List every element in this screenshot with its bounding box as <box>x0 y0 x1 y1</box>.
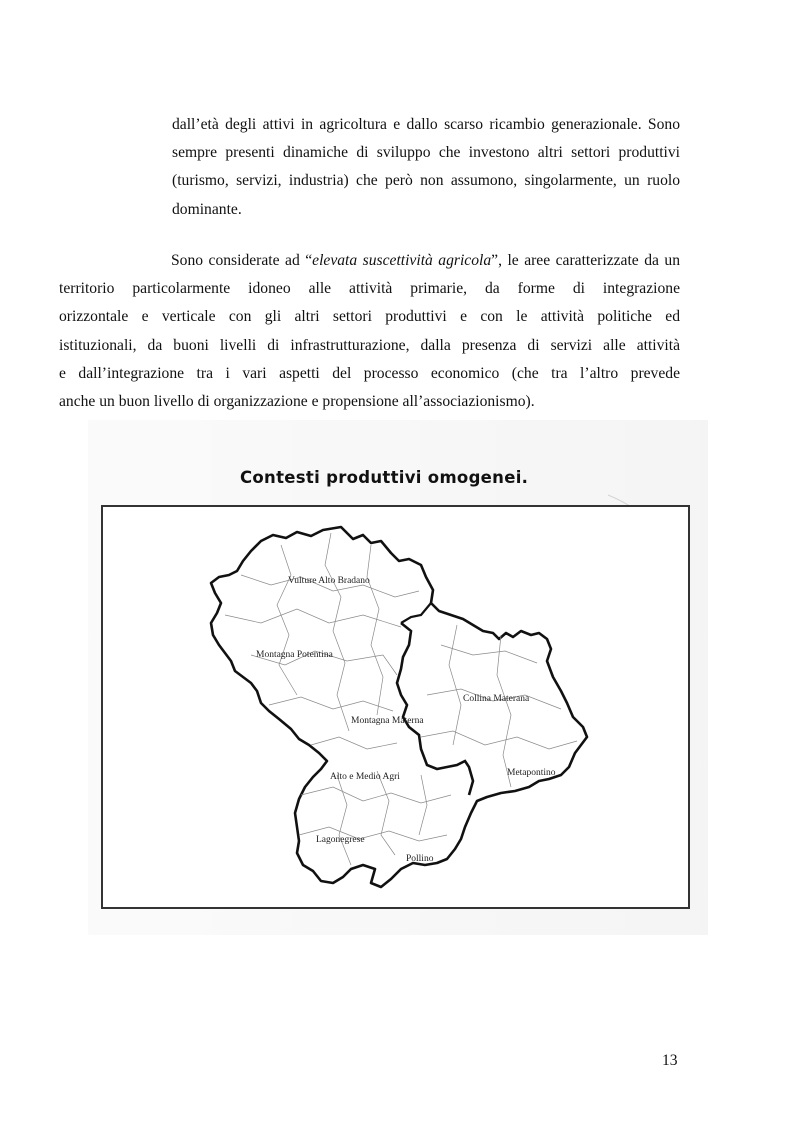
map-basilicata <box>101 505 690 909</box>
text-line: e dall’integrazione tra i vari aspetti del processo economico (che tra l’altro prevede <box>59 364 680 382</box>
paragraph-elevata-suscettivita <box>59 247 680 416</box>
label-pollino: Pollino <box>406 854 434 864</box>
text-run: ”, le aree caratterizzate da un <box>491 252 680 269</box>
text-line: dall’età degli attivi in agricoltura e dallo scarso ricambio generazionale. Sono <box>172 116 680 133</box>
text-line: anche un buon livello di organizzazione e propensione all’associazionismo). <box>59 393 535 411</box>
text-line <box>115 247 680 275</box>
label-montagna-materana: Montagna Materna <box>351 716 424 726</box>
text-line: (turismo, servizi, industria) che però non assumono, singolarmente, un ruolo <box>172 172 680 190</box>
paragraph-continued <box>172 111 680 224</box>
text-line: dominante. <box>172 200 242 218</box>
label-montagna-potentina: Montagna Potentina <box>256 650 333 660</box>
label-metapontino: Metapontino <box>507 768 556 778</box>
italic-term: elevata suscettività agricola <box>312 252 492 269</box>
label-lagonegrese: Lagonegrese <box>316 835 365 845</box>
text-line: sempre presenti dinamiche di sviluppo che investono altri settori produttivi <box>172 144 680 162</box>
text-line: territorio particolarmente idoneo alle attività primarie, da forme di integrazione <box>59 280 680 298</box>
label-alto-medio-agri: Alto e Medio Agri <box>330 772 400 782</box>
label-collina-materana: Collina Materana <box>463 694 530 704</box>
label-vulture: Vulture Alto Bradano <box>288 576 370 586</box>
region-outline <box>211 527 587 887</box>
text-line: istituzionali, da buoni livelli di infrastrutturazione, dalla presenza di servizi alle attività <box>59 336 680 354</box>
figure-title: Contesti produttivi omogenei. <box>240 468 529 487</box>
text-run: Sono considerate ad “ <box>171 252 313 269</box>
page-number: 13 <box>662 1052 678 1069</box>
text-line: orizzontale e verticale con gli altri settori produttivi e con le attività politiche ed <box>59 308 680 326</box>
